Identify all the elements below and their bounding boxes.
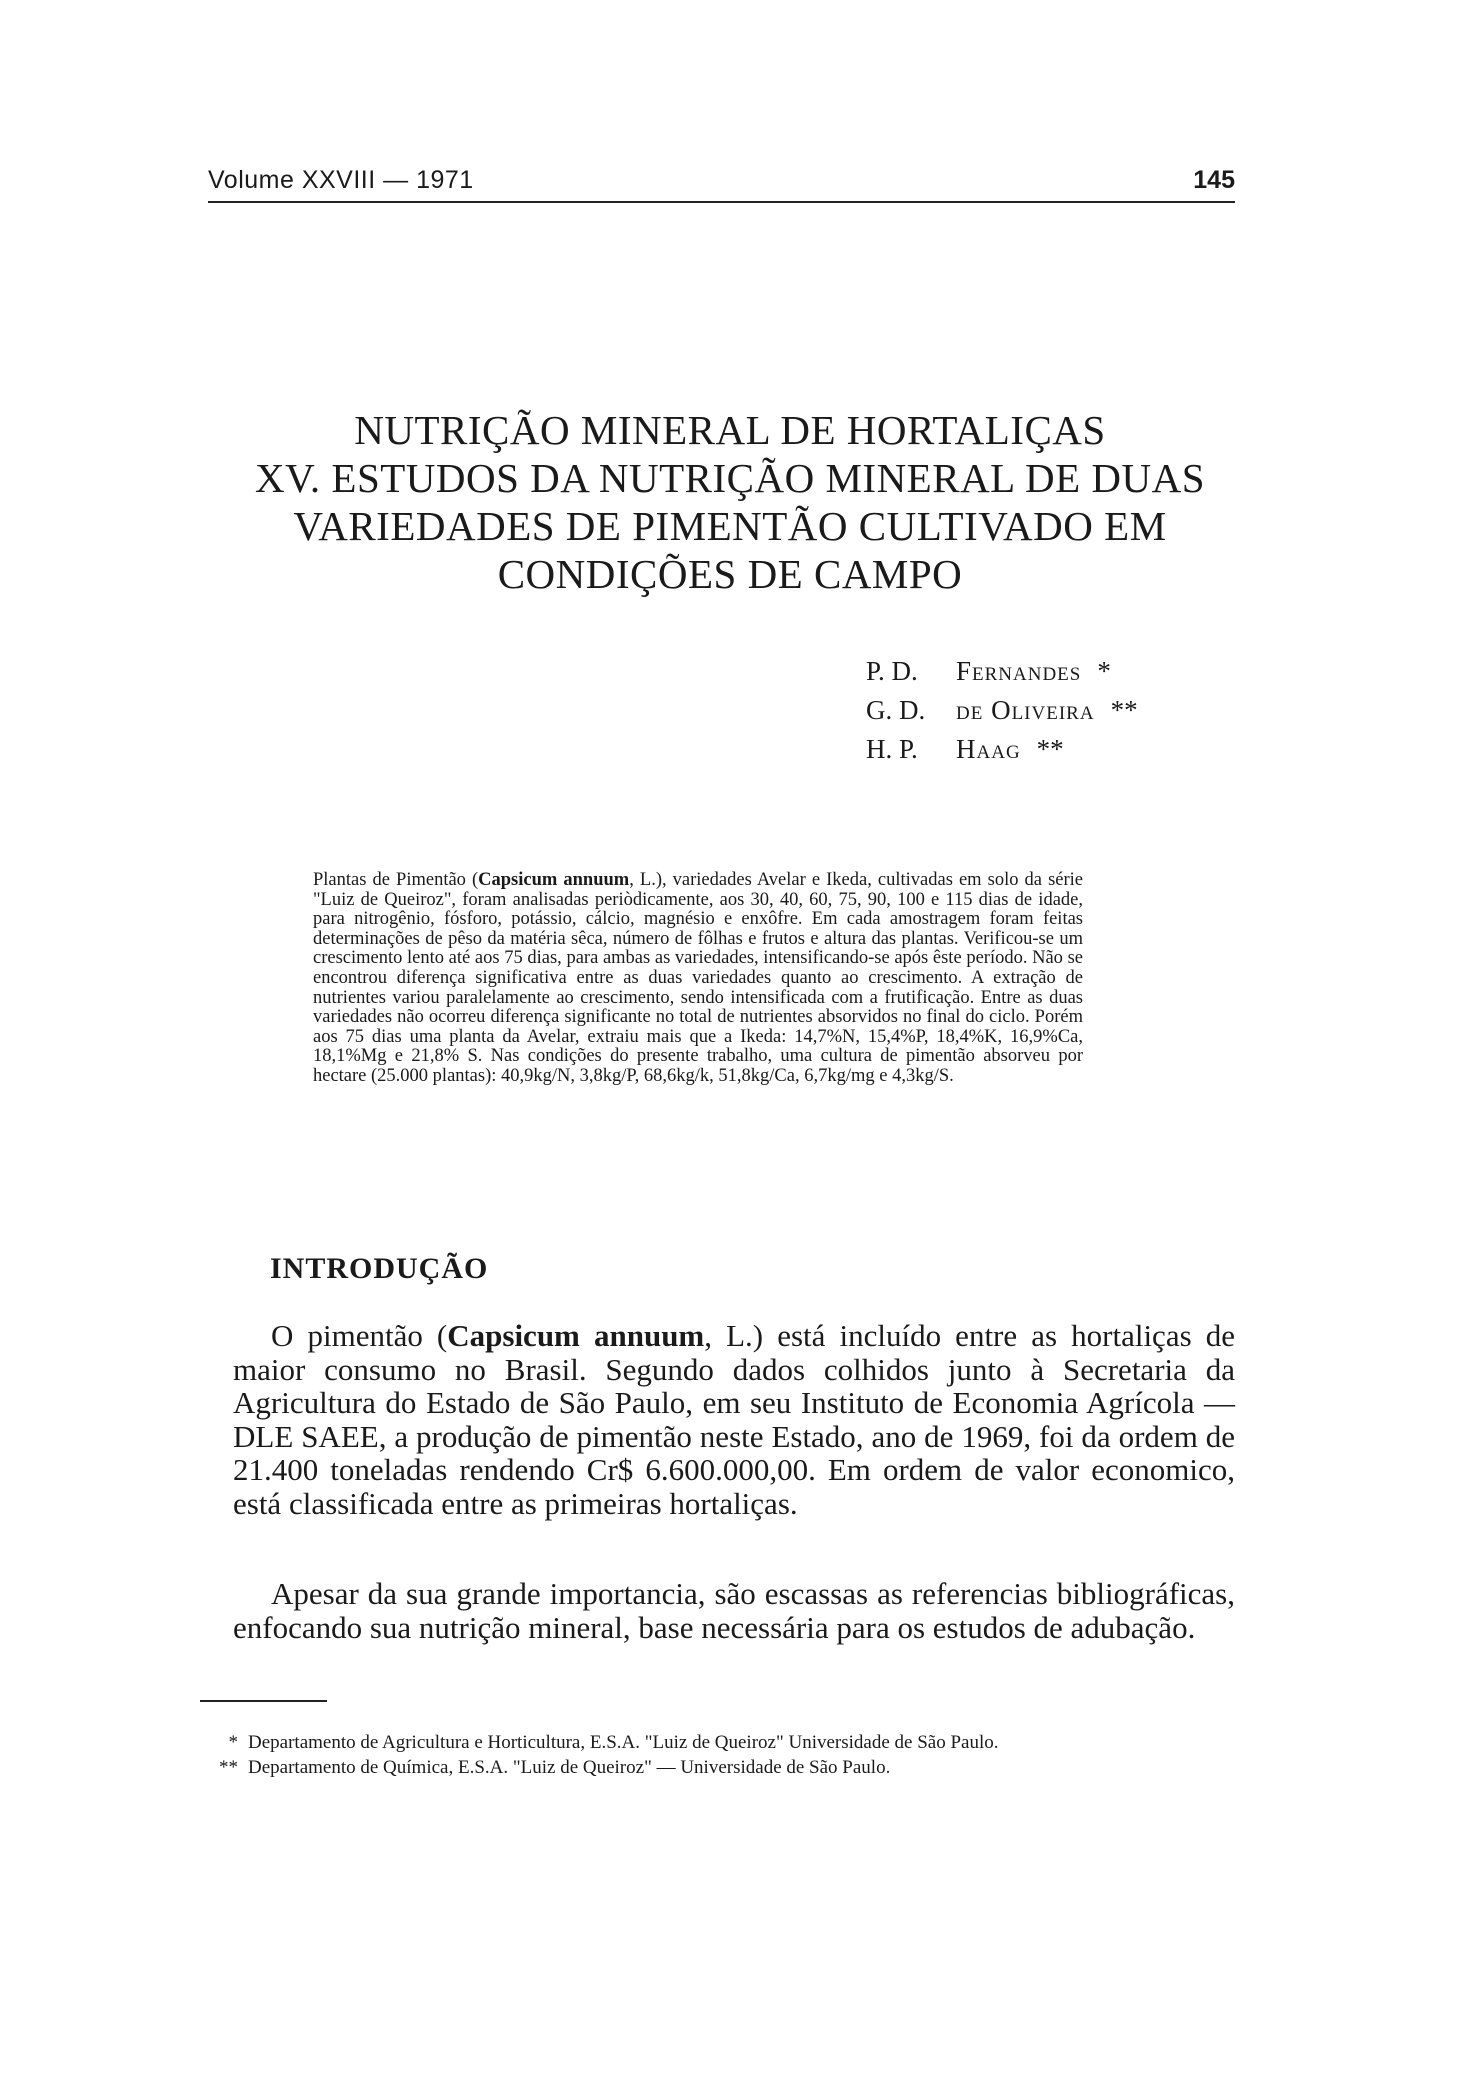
author bbox=[866, 652, 1138, 691]
author-name: de Oliveira bbox=[956, 695, 1095, 725]
footnotes bbox=[212, 1730, 1252, 1780]
paragraph-text: , L.) está incluído entre as hortaliças de maior consumo no Brasil. Segundo dados colhidos junto à Secretaria da Agricultura do Estado de São Paulo, em seu Instituto de Economia Agrícola — DLE SAEE, a produção de pimentão neste Estado, ano de 1969, foi da ordem de 21.400 toneladas rendendo Cr$ 6.600.000,00. Em ordem de valor economico, está classificada entre as primeiras hortaliças. bbox=[233, 1318, 1235, 1521]
species-name: Capsicum annuum bbox=[447, 1318, 705, 1353]
abstract-text: , L.), variedades Avelar e Ikeda, cultivadas em solo da série "Luiz de Queiroz", foram analisadas periòdicamente, aos 30, 40, 60, 75, 90, 100 e 115 dias de idade, para nitrogênio, fósforo, potássio, cálcio, magnésio e enxôfre. Em cada amostragem foram feitas determinações de pêso da matéria sêca, número de fôlhas e frutos e altura das plantas. Verificou-se um crescimento lento até aos 75 dias, para ambas as variedades, intensificando-se após êste período. Não se encontrou diferença significativa entre as duas variedades quanto ao crescimento. A extração de nutrientes variou paralelamente ao crescimento, sendo intensificada com a frutificação. Entre as duas variedades não ocorreu diferença significante no total de nutrientes absorvidos no final do ciclo. Porém aos 75 dias uma planta da Avelar, extraiu mais que a Ikeda: 14,7%N, 15,4%P, 18,4%K, 16,9%Ca, 18,1%Mg e 21,8% S. Nas condições do presente trabalho, uma cultura de pimentão absorveu por hectare (25.000 plantas): 40,9kg/N, 3,8kg/P, 68,6kg/k, 51,8kg/Ca, 6,7kg/mg e 4,3kg/S. bbox=[313, 870, 1083, 1086]
paragraph-text: O pimentão ( bbox=[271, 1318, 448, 1353]
title-line: XV. ESTUDOS DA NUTRIÇÃO MINERAL DE DUAS bbox=[254, 455, 1205, 501]
running-header bbox=[208, 166, 1235, 203]
footnote-mark: ** bbox=[219, 1757, 238, 1778]
author-name: Fernandes bbox=[956, 656, 1082, 686]
section-heading: INTRODUÇÃO bbox=[270, 1252, 489, 1285]
title-line: CONDIÇÕES DE CAMPO bbox=[497, 551, 963, 597]
volume-label: Volume XXVIII — 1971 bbox=[208, 166, 474, 194]
author bbox=[866, 691, 1138, 730]
abstract bbox=[313, 871, 1083, 1087]
footnote bbox=[212, 1730, 1252, 1755]
author-initials: H. P. bbox=[866, 734, 918, 764]
body-paragraph bbox=[233, 1319, 1235, 1521]
affiliation-mark: ** bbox=[1036, 734, 1064, 764]
affiliation-mark: * bbox=[1097, 656, 1111, 686]
abstract-text: Plantas de Pimentão ( bbox=[313, 870, 479, 890]
title-line: VARIEDADES DE PIMENTÃO CULTIVADO EM bbox=[293, 503, 1167, 549]
footnote-divider bbox=[200, 1700, 327, 1702]
author bbox=[866, 730, 1138, 769]
footnote-text: Departamento de Química, E.S.A. "Luiz de Queiroz" — Universidade de São Paulo. bbox=[248, 1757, 891, 1778]
species-name: Capsicum annuum bbox=[478, 870, 630, 890]
title-line: NUTRIÇÃO MINERAL DE HORTALIÇAS bbox=[354, 407, 1106, 453]
footnote-text: Departamento de Agricultura e Horticultura, E.S.A. "Luiz de Queiroz" Universidade de São Paulo. bbox=[248, 1732, 999, 1753]
author-name: Haag bbox=[956, 734, 1021, 764]
author-initials: P. D. bbox=[866, 656, 918, 686]
article-title bbox=[200, 406, 1260, 598]
author-list bbox=[866, 652, 1138, 769]
affiliation-mark: ** bbox=[1110, 695, 1138, 725]
body-paragraph: Apesar da sua grande importancia, são escassas as referencias bibliográficas, enfocando sua nutrição mineral, base necessária para os estudos de adubação. bbox=[233, 1576, 1235, 1645]
author-initials: G. D. bbox=[866, 695, 926, 725]
page-number: 145 bbox=[1193, 166, 1235, 194]
footnote-mark: * bbox=[228, 1732, 238, 1753]
footnote bbox=[212, 1755, 1252, 1780]
